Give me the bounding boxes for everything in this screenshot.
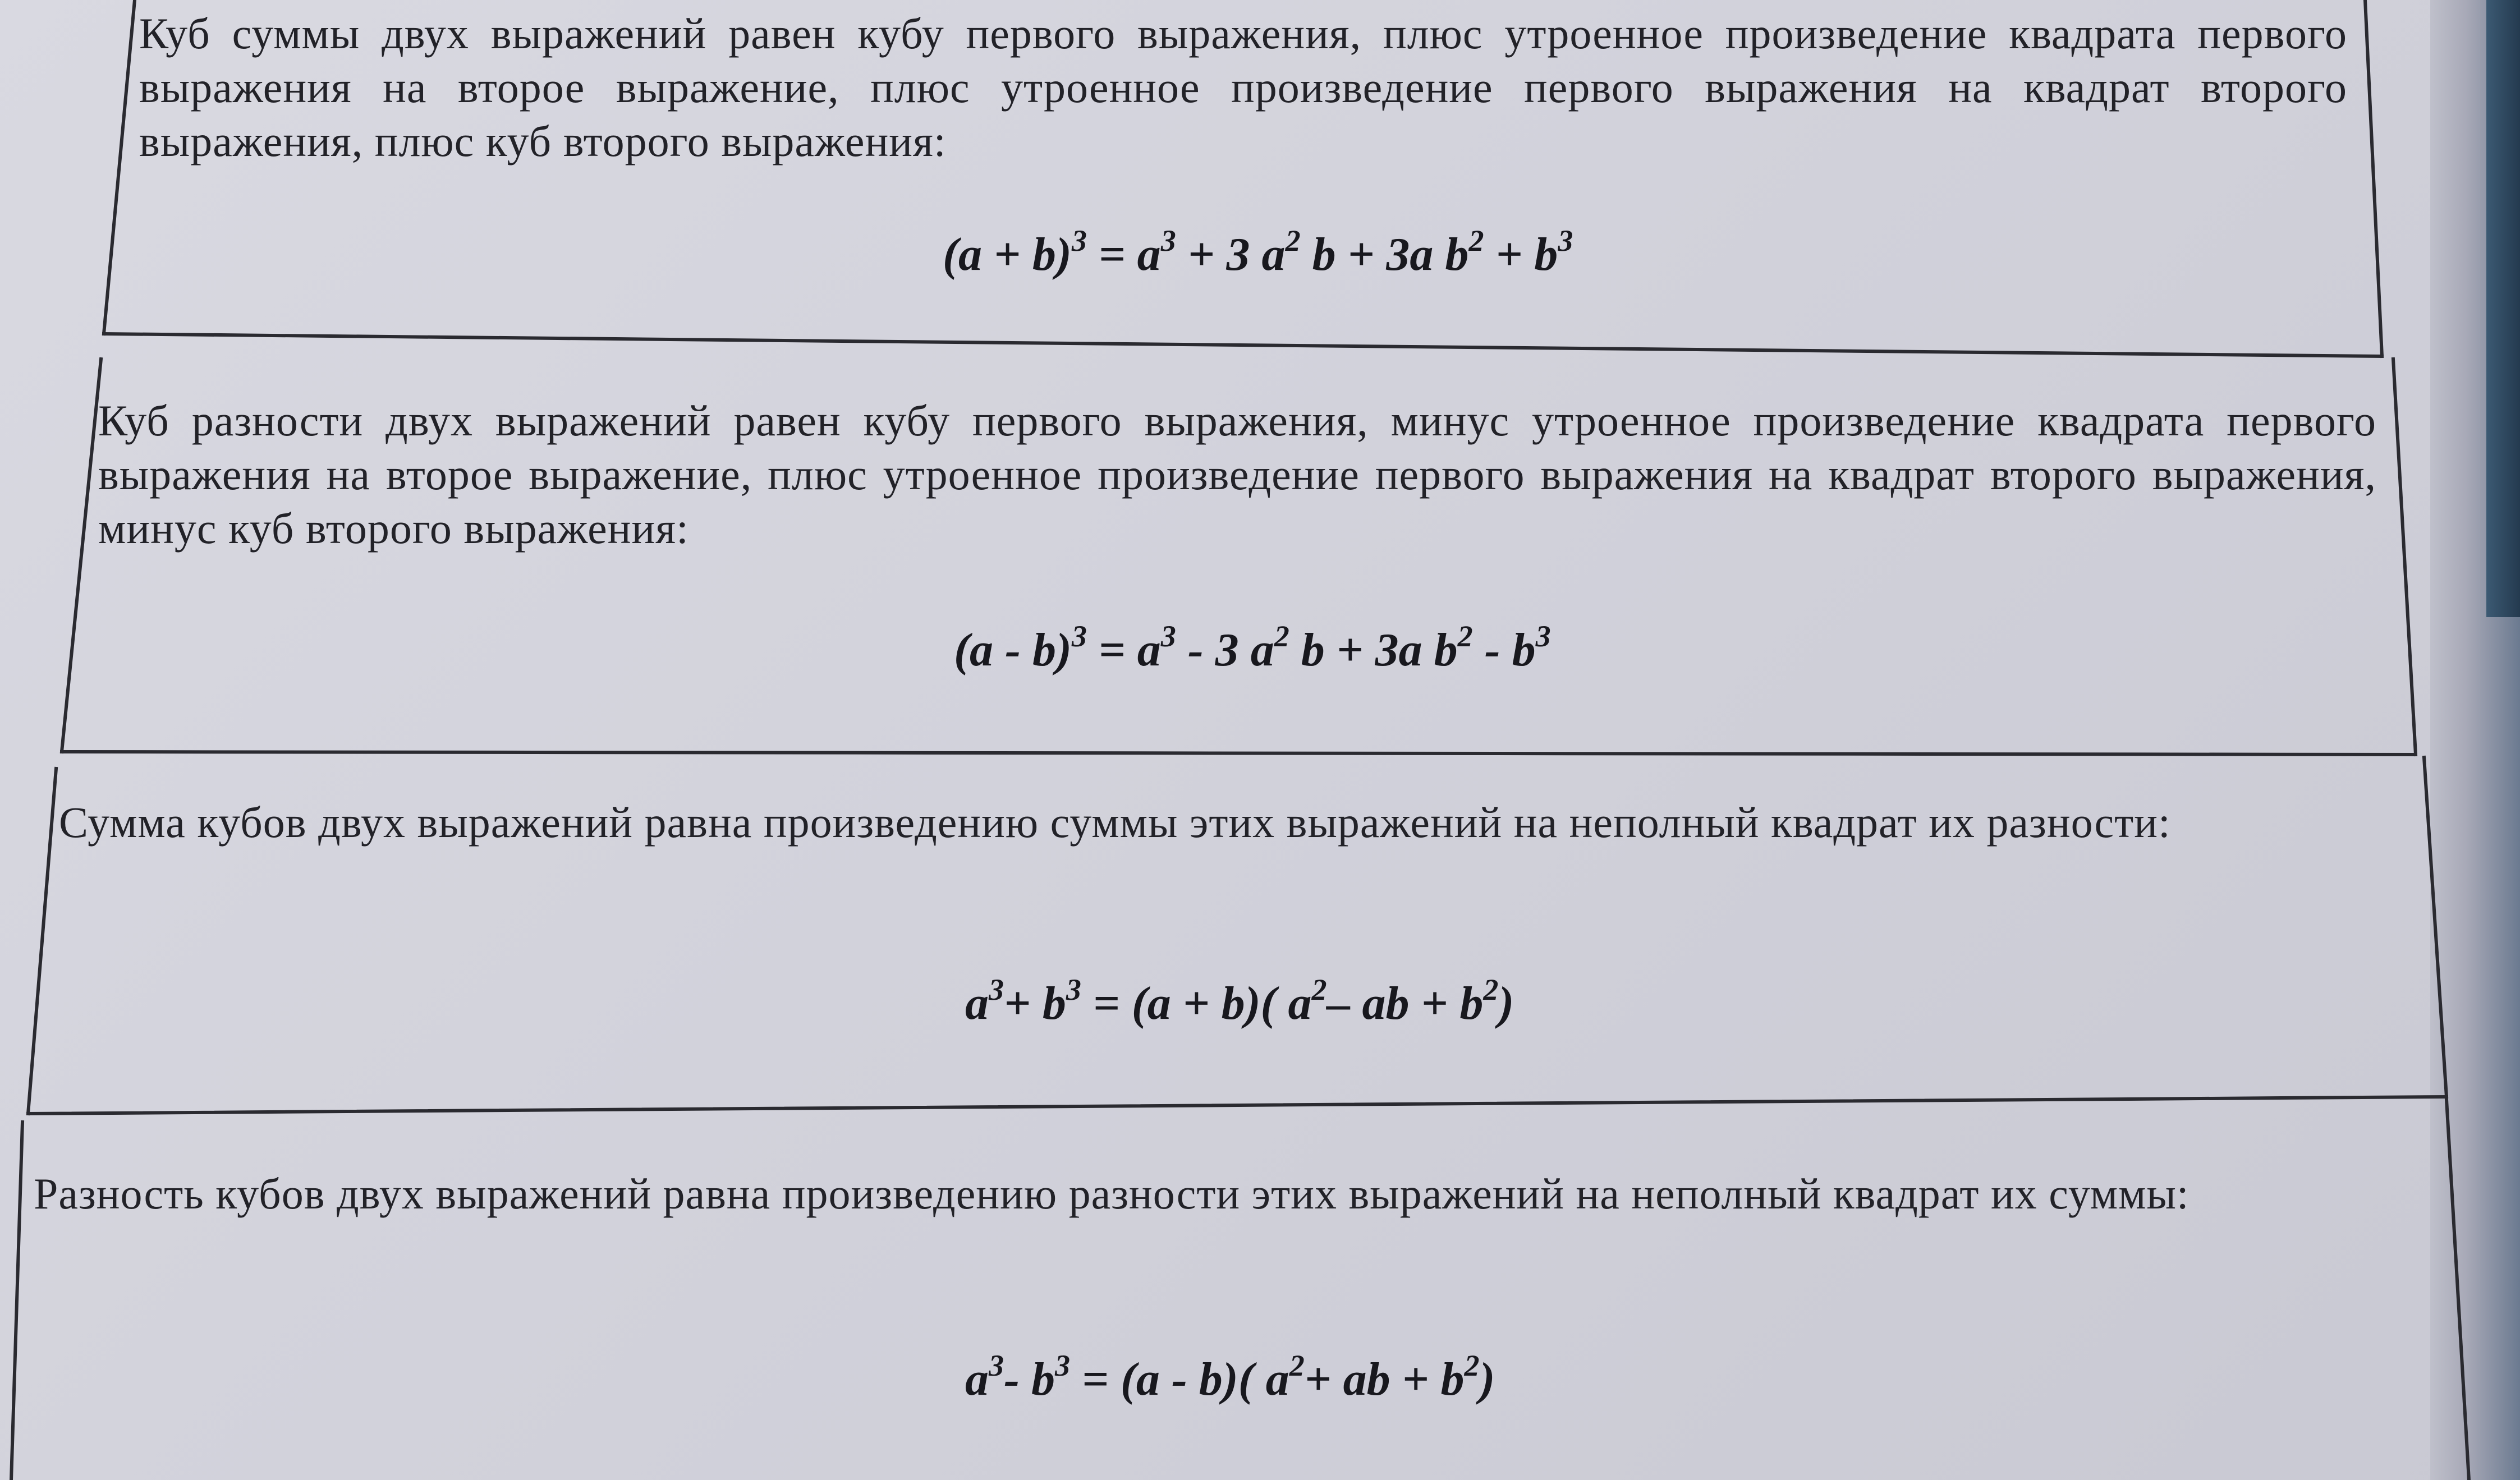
section-text: Разность кубов двух выражений равна произведению разности этих выражений на неполный квадрат их суммы: (34, 1169, 2189, 1218)
section-cube-of-difference (98, 394, 2376, 555)
section-difference-of-cubes (34, 1167, 2446, 1221)
formula-cube-of-sum: $(a + b)^3 = a^3 + 3$ $a^2$ b + 3a $b^2 + b^3$ (943, 224, 1573, 281)
formula-sum-of-cubes: $a^3+ b^3 = (a + b)$( $a^2-$ ab + $b^2$) (965, 973, 1514, 1029)
section-sum-of-cubes (59, 796, 2404, 849)
section-text: Сумма кубов двух выражений равна произведению суммы этих выражений на неполный квадрат их разности: (59, 798, 2171, 847)
section-cube-of-sum (139, 7, 2347, 168)
section-text: Куб суммы двух выражений равен кубу первого выражения, плюс утроенное произведение квадрата первого выражения на второе выражение, плюс утроенное произведение первого выражения на квадрат второго выражения, плюс куб второго выражения: (139, 9, 2347, 166)
section-text: Куб разности двух выражений равен кубу первого выражения, минус утроенное произведение квадрата первого выражения на второе выражение, плюс утроенное произведение первого выражения на квадрат второго выражения, минус куб второго выражения: (98, 396, 2376, 553)
formula-difference-of-cubes: $a^3-$ $b^3 = (a - b)$( $a^2+$ ab + $b^2$) (965, 1349, 1495, 1405)
formula-cube-of-difference: $(a - b)^3 = a^3 - 3$ $a^2$ b + 3a $b^2 - b^3$ (954, 619, 1551, 676)
